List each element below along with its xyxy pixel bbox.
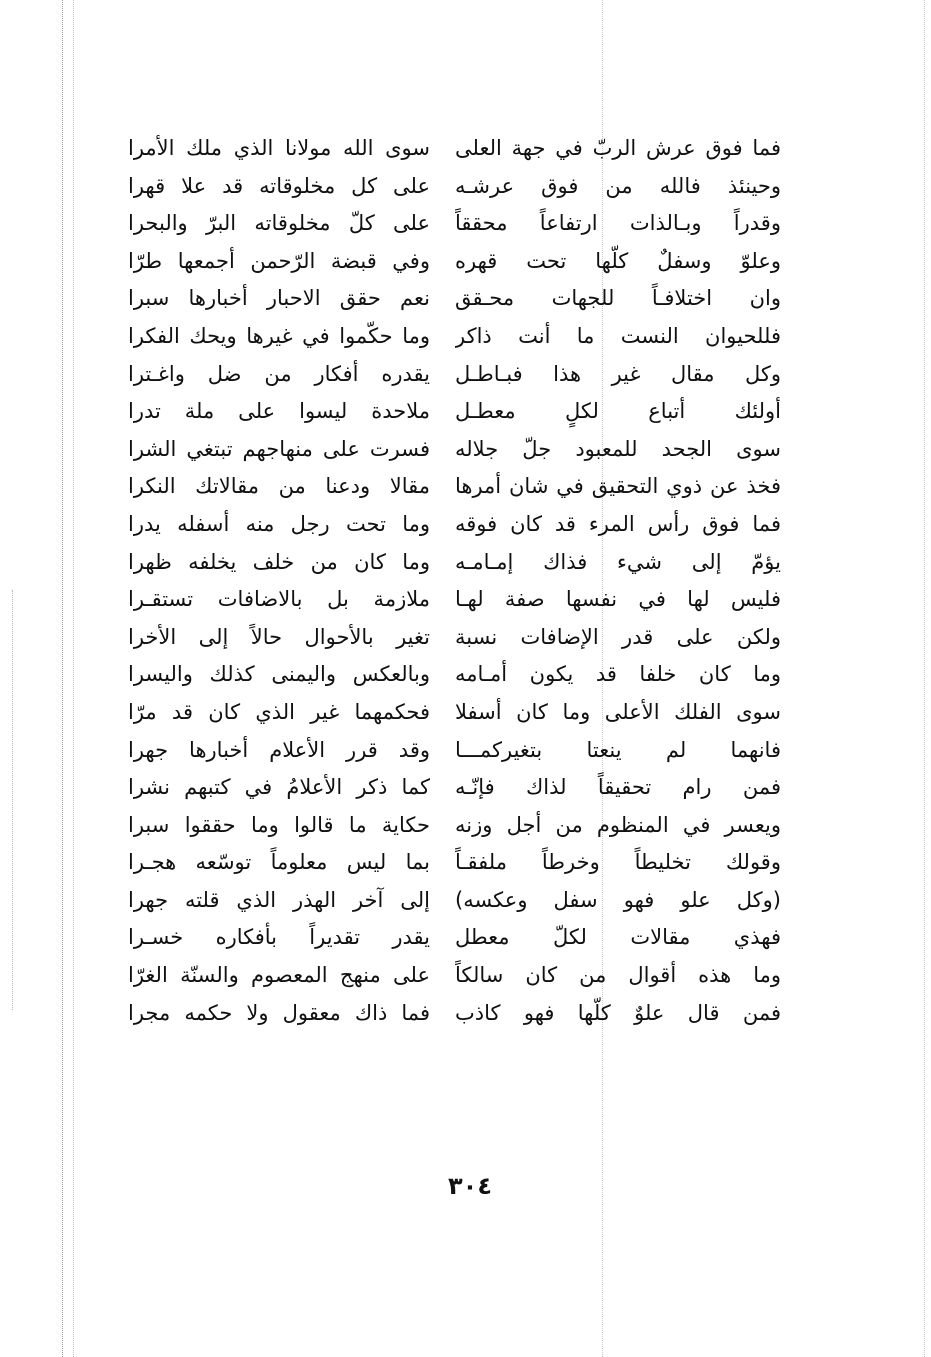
poem-verse-line: وما كان خلفا قد يكون أمـامه bbox=[455, 662, 781, 687]
poem-verse-line: فمن قال علوٌ كلّها فهو كاذب bbox=[455, 1000, 781, 1025]
poem-verse-line: على منهج المعصوم والسنّة الغرّا bbox=[128, 963, 430, 988]
poem-verse-line: وعلوّ وسفلٌ كلّها تحت قهره bbox=[455, 248, 781, 273]
poem-verse-line: فسرت على منهاجهم تبتغي الشرا bbox=[128, 436, 430, 461]
poem-verse-line: وقولك تخليطاً وخرطاً ملفقـاً bbox=[455, 850, 781, 875]
scan-guide-line bbox=[73, 0, 74, 1357]
poem-left-column bbox=[128, 130, 430, 1032]
poem-verse-line: أولئك أتباع لكلٍ معطـل bbox=[455, 399, 781, 424]
poem-verse-line: ملازمة بل بالاضافات تستقـرا bbox=[128, 587, 430, 612]
poem-verse-line: فهذي مقالات لكلّ معطل bbox=[455, 925, 781, 950]
poem-verse-line: وقدراً وبـالذات ارتفاعاً محققاً bbox=[455, 211, 781, 236]
scan-guide-line bbox=[12, 590, 13, 1010]
scan-guide-line bbox=[924, 0, 925, 1357]
poem-verse-line: على كل مخلوقاته قد علا قهرا bbox=[128, 173, 430, 198]
poem-verse-line: مقالا ودعنا من مقالاتك النكرا bbox=[128, 474, 430, 499]
poem-verse-line: وفي قبضة الرّحمن أجمعها طرّا bbox=[128, 248, 430, 273]
poem-verse-line: ويعسر في المنظوم من أجل وزنه bbox=[455, 812, 781, 837]
poem-verse-line: وما حكّموا في غيرها ويحك الفكرا bbox=[128, 323, 430, 348]
poem-verse-line: وما تحت رجل منه أسفله يدرا bbox=[128, 511, 430, 536]
poem-verse-line: كما ذكر الأعلامُ في كتبهم نشرا bbox=[128, 775, 430, 800]
poem-verse-line: فليس لها في نفسها صفة لهـا bbox=[455, 587, 781, 612]
poem-verse-line: يؤمّ إلى شيء فذاك إمـامـه bbox=[455, 549, 781, 574]
poem-verse-line: فمن رام تحقيقاً لذاك فإنّـه bbox=[455, 775, 781, 800]
poem-verse-line: فما ذاك معقول ولا حكمه مجرا bbox=[128, 1000, 430, 1025]
poem-verse-line: فللحيوان النست ما أنت ذاكر bbox=[455, 323, 781, 348]
poem-verse-line: فما فوق عرش الربّ في جهة العلى bbox=[455, 136, 781, 160]
poem-verse-line: حكاية ما قالوا وما حققوا سبرا bbox=[128, 812, 430, 837]
poem-verse-line: فحكمهما غير الذي كان قد مرّا bbox=[128, 699, 430, 724]
poem-verse-line: سوى الجحد للمعبود جلّ جلاله bbox=[455, 436, 781, 461]
poem-verse-line: وحينئذ فالله من فوق عرشـه bbox=[455, 173, 781, 198]
poem-verse-line: على كلّ مخلوقاته البرّ والبحرا bbox=[128, 211, 430, 236]
poem-verse-line: وان اختلافـاً للجهات محـقق bbox=[455, 286, 781, 311]
poem-verse-line: ولكن على قدر الإضافات نسبة bbox=[455, 624, 781, 649]
scan-guide-line bbox=[62, 0, 63, 1357]
poem-verse-line: تغير بالأحوال حالاً إلى الأخرا bbox=[128, 624, 430, 649]
poem-verse-line: إلى آخر الهذر الذي قلته جهرا bbox=[128, 887, 430, 912]
poem-verse-line: فما فوق رأس المرء قد كان فوقه bbox=[455, 511, 781, 536]
poem-verse-line: وما هذه أقوال من كان سالكاً bbox=[455, 963, 781, 988]
poem-right-column bbox=[455, 130, 781, 1032]
poem-verse-line: نعم حقق الاحبار أخبارها سبرا bbox=[128, 286, 430, 311]
poem-verse-line: وكل مقال غير هذا فبـاطـل bbox=[455, 361, 781, 386]
poem-verse-line: يقدره أفكار من ضل واغـترا bbox=[128, 361, 430, 386]
poem-verse-line: وما كان من خلف يخلفه ظهرا bbox=[128, 549, 430, 574]
poem-verse-line: فانهما لم ينعتا بتغيركمـــا bbox=[455, 737, 781, 762]
poem-verse-line: (وكل علو فهو سفل وعكسه) bbox=[455, 887, 781, 912]
poem-verse-line: فخذ عن ذوي التحقيق في شان أمرها bbox=[455, 474, 781, 499]
poem-verse-line: وقد قرر الأعلام أخبارها جهرا bbox=[128, 737, 430, 762]
poem-verse-line: ملاحدة ليسوا على ملة تدرا bbox=[128, 399, 430, 424]
poem-verse-line: وبالعكس واليمنى كذلك واليسرا bbox=[128, 662, 430, 687]
page-number: ٣٠٤ bbox=[448, 1172, 492, 1200]
poem-verse-line: بما ليس معلوماً توسّعه هجـرا bbox=[128, 850, 430, 875]
poem-verse-line: يقدر تقديراً بأفكاره خسـرا bbox=[128, 925, 430, 950]
poem-verse-line: سوى الفلك الأعلى وما كان أسفلا bbox=[455, 699, 781, 724]
poem-verse-line: سوى الله مولانا الذي ملك الأمرا bbox=[128, 136, 430, 160]
